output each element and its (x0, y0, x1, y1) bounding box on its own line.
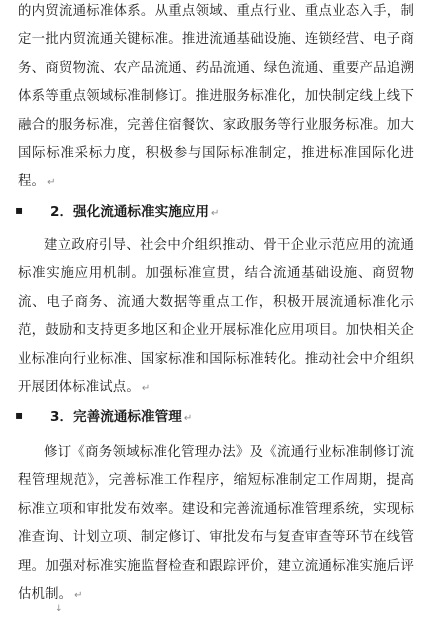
bullet-icon: ▪ (15, 203, 24, 217)
section-heading-2 (0, 198, 428, 226)
paragraph-text: 建立政府引导、社会中介组织推动、骨干企业示范应用的流通标准实施应用机制。加强标准宣贯，结合流通基础设施、商贸物流、电子商务、流通大数据等重点工作，积极开展流通标准化示范，鼓励和支持更多地区和企业开展标准化应用项目。加快相关企业标准向行业标准、国家标准和国际标准转化。推动社会中介组织开展团体标准试点。 (18, 238, 414, 396)
paragraph-mark-icon: ↵ (141, 383, 151, 395)
heading-text (50, 198, 219, 228)
section-heading-3 (0, 403, 428, 431)
heading-text (50, 403, 192, 433)
paragraph-mark-icon: ↵ (74, 590, 83, 602)
bullet-icon: ▪ (15, 408, 24, 422)
paragraph-management (18, 439, 414, 610)
paragraph-mark-icon: ↵ (47, 177, 56, 189)
paragraph-mark-icon: ↵ (183, 413, 193, 424)
paragraph-standards-system (18, 0, 414, 198)
paragraph-implementation (18, 232, 414, 403)
paragraph-text: 修订《商务领域标准化管理办法》及《流通行业标准制修订流程管理规范》，完善标准工作程序，缩短标准制定工作周期，提高标准立项和审批发布效率。建设和完善流通标准管理系统，实现标准查询、计划立项、制定修订、审批发布与复查审查等环节在线管理。加强对标准实施监督检查和跟踪评价，建立流通标准实施后评估机制。 (18, 445, 414, 603)
paragraph-text: 的内贸流通标准体系。从重点领域、重点行业、重点业态入手，制定一批内贸流通关键标准。推进流通基础设施、连锁经营、电子商务、商贸物流、农产品流通、药品流通、绿色流通、重要产品追溯体系等重点领域标准制修订。推进服务标准化，加快制定线上线下融合的服务标准，完善住宿餐饮、家政服务等行业服务标准。加大国际标准采标力度，积极参与国际标准制定，推进标准国际化进程。 (18, 4, 414, 190)
paragraph-mark-icon: ↵ (211, 208, 220, 219)
heading-label: 2．强化流通标准实施应用 (50, 204, 209, 220)
trailing-mark-icon: ↓ (55, 604, 63, 614)
heading-label: 3．完善流通标准管理 (50, 409, 182, 425)
